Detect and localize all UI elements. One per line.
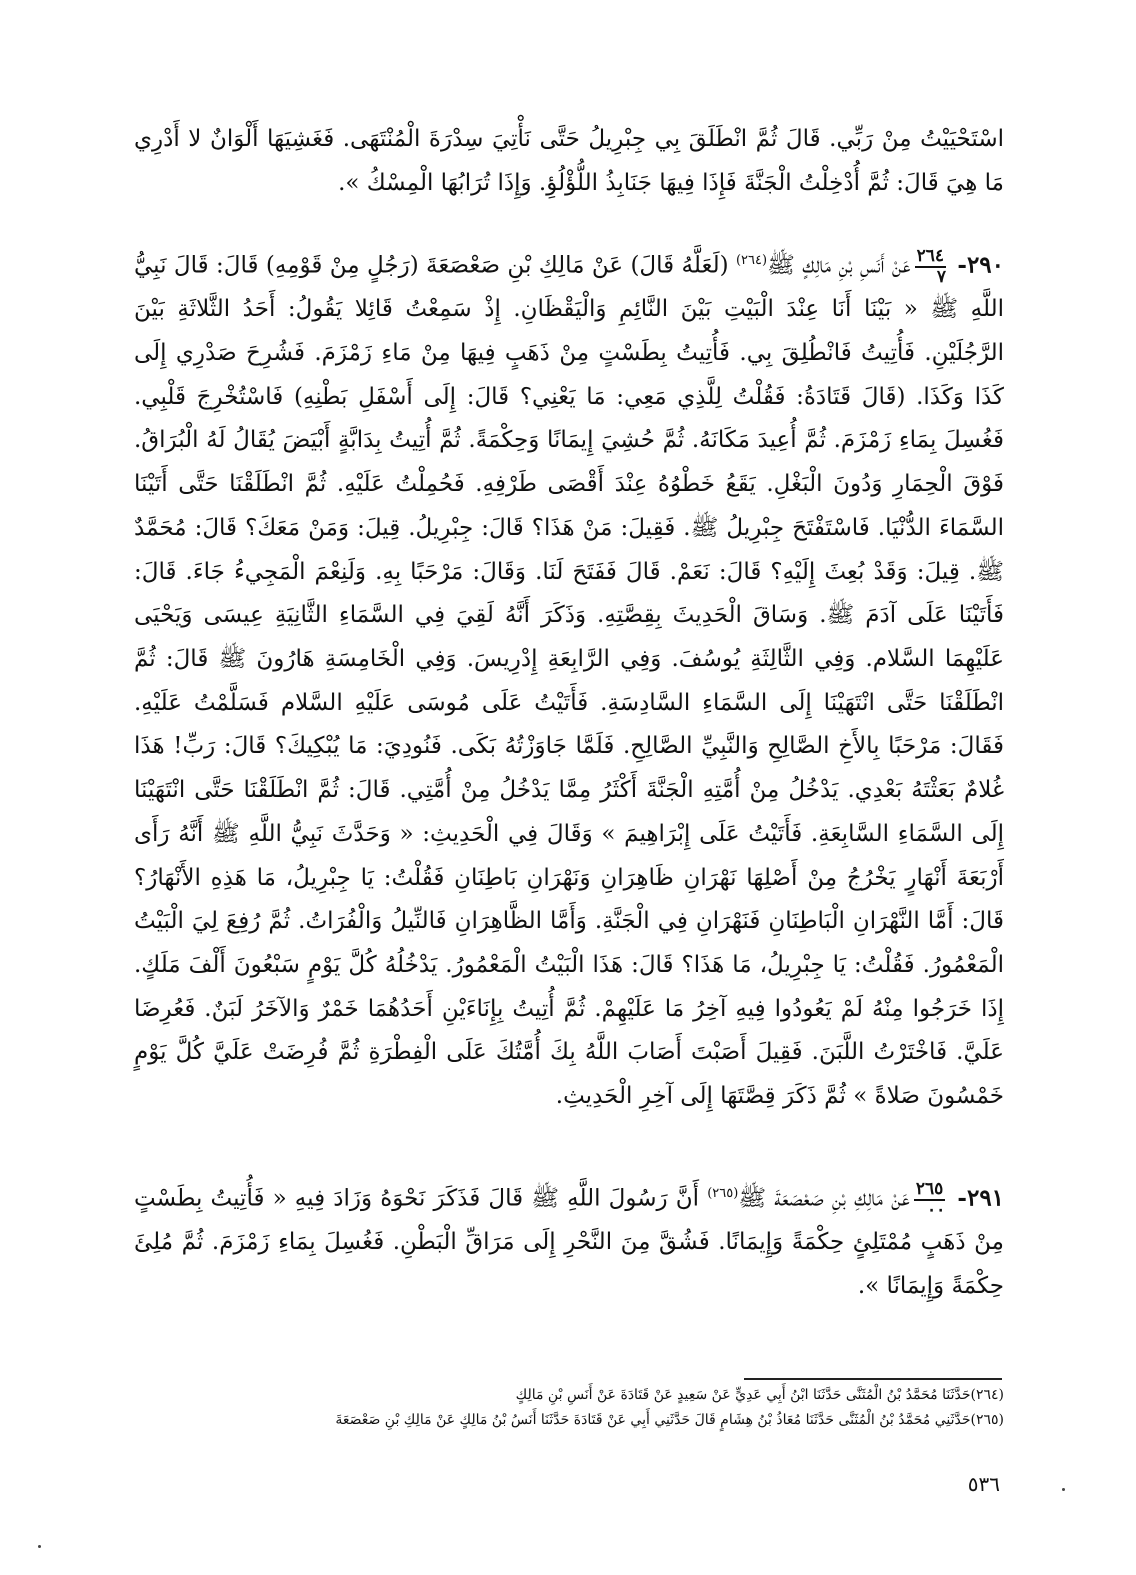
scan-speck — [1062, 1488, 1065, 1491]
hadith-text: أَنَّ رَسُولَ اللَّهِ ﷺ قَالَ فَذَكَرَ نَحْوَهُ وَزَادَ فِيهِ « فَأُتِيتُ بِطَسْتٍ مِنْ ذَهَبٍ مُمْتَلِئٍ حِكْمَةً وَإِيمَانًا. فَشُقَّ مِنَ النَّحْرِ إِلَى مَرَاقِّ الْبَطْنِ. فَغُسِلَ بِمَاءِ زَمْزَمَ. ثُمَّ مُلِئَ حِكْمَةً وَإِيمَانًا ». — [134, 1185, 1004, 1300]
cross-reference-bottom: ٠٠ — [927, 1199, 946, 1220]
hadith-291 — [134, 1172, 1004, 1309]
hadith-number: ٢٩٠- — [957, 251, 1004, 279]
footnote-marker: (٢٦٤) — [735, 253, 768, 268]
footnote-265: (٢٦٥)حَدَّثَنِي مُحَمَّدُ بْنُ الْمُثَنَّى حَدَّثَنَا مُعَاذُ بْنُ هِشَامٍ قَالَ حَدَّثَنِي أَبِي عَنْ قَتَادَةَ حَدَّثَنَا أَنَسُ بْنُ مَالِكٍ عَنْ مَالِكِ بْنِ صَعْصَعَةَ — [335, 1412, 1004, 1428]
footnote-marker: (٢٦٥) — [707, 1186, 739, 1201]
footnote-264: (٢٦٤)حَدَّثَنَا مُحَمَّدُ بْنُ الْمُثَنَّى حَدَّثَنَا ابْنُ أَبِي عَدِيٍّ عَنْ سَعِيدٍ عَنْ قَتَادَةَ عَنْ أَنَسِ بْنِ مَالِكٍ — [515, 1387, 1004, 1403]
hadith-text: (لَعَلَّهُ قَالَ) عَنْ مَالِكِ بْنِ صَعْصَعَةَ (رَجُلٍ مِنْ قَوْمِهِ) قَالَ: قَالَ نَبِيُّ اللَّهِ ﷺ « بَيْنَا أَنَا عِنْدَ الْبَيْتِ بَيْنَ النَّائِمِ وَالْيَقْظَانِ. إِذْ سَمِعْتُ قَائِلا يَقُولُ: أَحَدُ الثَّلاثَةِ بَيْنَ الرَّجُلَيْنِ. فَأُتِيتُ فَانْطُلِقَ بِي. فَأُتِيتُ بِطَسْتٍ مِنْ ذَهَبٍ فِيهَا مِنْ مَاءِ زَمْزَمَ. فَشُرِحَ صَدْرِي إِلَى كَذَا وَكَذَا. (قَالَ قَتَادَةُ: فَقُلْتُ لِلَّذِي مَعِي: مَا يَعْنِي؟ قَالَ: إِلَى أَسْفَلِ بَطْنِهِ) فَاسْتُخْرِجَ قَلْبِي. فَغُسِلَ بِمَاءِ زَمْزَمَ. ثُمَّ أُعِيدَ مَكَانَهُ. ثُمَّ حُشِيَ إِيمَانًا وَحِكْمَةً. ثُمَّ أُتِيتُ بِدَابَّةٍ أَبْيَضَ يُقَالُ لَهُ الْبُرَاقُ. فَوْقَ الْحِمَارِ وَدُونَ الْبَغْلِ. يَقَعُ خَطْوُهُ عِنْدَ أَقْصَى طَرْفِهِ. فَحُمِلْتُ عَلَيْهِ. ثُمَّ انْطَلَقْنَا حَتَّى أَتَيْنَا السَّمَاءَ الدُّنْيَا. فَاسْتَفْتَحَ جِبْرِيلُ ﷺ. فَقِيلَ: مَنْ هَذَا؟ قَالَ: جِبْرِيلُ. قِيلَ: وَمَنْ مَعَكَ؟ قَالَ: مُحَمَّدٌ ﷺ. قِيلَ: وَقَدْ بُعِثَ إِلَيْهِ؟ قَالَ: نَعَمْ. قَالَ فَفَتَحَ لَنَا. وَقَالَ: مَرْحَبًا بِهِ. وَلَنِعْمَ الْمَجِيءُ جَاءَ. قَالَ: فَأَتَيْنَا عَلَى آدَمَ ﷺ. وَسَاقَ الْحَدِيثَ بِقِصَّتِهِ. وَذَكَرَ أَنَّهُ لَقِيَ فِي السَّمَاءِ الثَّانِيَةِ عِيسَى وَيَحْيَى عَلَيْهِمَا السَّلام. وَفِي الثَّالِثَةِ يُوسُفَ. وَفِي الرَّابِعَةِ إِدْرِيسَ. وَفِي الْخَامِسَةِ هَارُونَ ﷺ قَالَ: ثُمَّ انْطَلَقْنَا حَتَّى انْتَهَيْنَا إِلَى السَّمَاءِ السَّادِسَةِ. فَأَتَيْتُ عَلَى مُوسَى عَلَيْهِ السَّلام فَسَلَّمْتُ عَلَيْهِ. فَقَالَ: مَرْحَبًا بِالأَخِ الصَّالِحِ وَالنَّبِيِّ الصَّالِحِ. فَلَمَّا جَاوَزْتُهُ بَكَى. فَنُودِيَ: مَا يُبْكِيكَ؟ قَالَ: رَبِّ! هَذَا غُلامٌ بَعَثْتَهُ بَعْدِي. يَدْخُلُ مِنْ أُمَّتِهِ الْجَنَّةَ أَكْثَرُ مِمَّا يَدْخُلُ مِنْ أُمَّتِي. قَالَ: ثُمَّ انْطَلَقْنَا حَتَّى انْتَهَيْنَا إِلَى السَّمَاءِ السَّابِعَةِ. فَأَتَيْتُ عَلَى إِبْرَاهِيمَ » وَقَالَ فِي الْحَدِيثِ: « وَحَدَّثَ نَبِيُّ اللَّهِ ﷺ أَنَّهُ رَأَى أَرْبَعَةَ أَنْهَارٍ يَخْرُجُ مِنْ أَصْلِهَا نَهْرَانِ ظَاهِرَانِ وَنَهْرَانِ بَاطِنَانِ فَقُلْتُ: يَا جِبْرِيلُ، مَا هَذِهِ الأَنْهَارُ؟ قَالَ: أَمَّا النَّهْرَانِ الْبَاطِنَانِ فَنَهْرَانِ فِي الْجَنَّةِ. وَأَمَّا الظَّاهِرَانِ فَالنِّيلُ وَالْفُرَاتُ. ثُمَّ رُفِعَ لِيَ الْبَيْتُ الْمَعْمُورُ. فَقُلْتُ: يَا جِبْرِيلُ، مَا هَذَا؟ قَالَ: هَذَا الْبَيْتُ الْمَعْمُورُ. يَدْخُلُهُ كُلَّ يَوْمٍ سَبْعُونَ أَلْفَ مَلَكٍ. إِذَا خَرَجُوا مِنْهُ لَمْ يَعُودُوا فِيهِ آخِرُ مَا عَلَيْهِمْ. ثُمَّ أُتِيتُ بِإِنَاءَيْنِ أَحَدُهُمَا خَمْرٌ وَالآخَرُ لَبَنٌ. فَعُرِضَا عَلَيَّ. فَاخْتَرْتُ اللَّبَنَ. فَقِيلَ أَصَبْتَ أَصَابَ اللَّهُ بِكَ أُمَّتُكَ عَلَى الْفِطْرَةِ ثُمَّ فُرِضَتْ عَلَيَّ كُلَّ يَوْمٍ خَمْسُونَ صَلاةً » ثُمَّ ذَكَرَ قِصَّتَهَا إِلَى آخِرِ الْحَدِيثِ. — [134, 252, 1004, 1110]
cross-reference-top: ٢٦٤ — [916, 245, 944, 266]
hadith-number: ٢٩١- — [957, 1184, 1005, 1212]
footnotes — [134, 1383, 1004, 1433]
hadith-290 — [134, 239, 1004, 1119]
cross-reference-top: ٢٦٥ — [915, 1178, 944, 1199]
hadith-opening: عَنْ أَنَسِ بْنِ مَالِكٍ ﷺ — [767, 252, 911, 279]
cross-reference — [915, 245, 946, 287]
cross-reference-bottom: ٧ — [936, 266, 946, 287]
footnote-divider — [744, 1378, 1002, 1380]
intro-paragraph — [134, 118, 1004, 205]
page-number: ٥٣٦ — [967, 1472, 1000, 1496]
cross-reference — [914, 1178, 946, 1220]
scan-speck — [38, 1545, 41, 1548]
hadith-opening: عَنْ مَالِكِ بْنِ صَعْصَعَةَ ﷺ — [738, 1185, 910, 1212]
intro-text: اسْتَحْيَيْتُ مِنْ رَبِّي. قَالَ ثُمَّ انْطَلَقَ بِي جِبْرِيلُ حَتَّى نَأْتِيَ سِدْرَةَ الْمُنْتَهَى. فَغَشِيَهَا أَلْوَانٌ لا أَدْرِي مَا هِيَ قَالَ: ثُمَّ أُدْخِلْتُ الْجَنَّةَ فَإِذَا فِيهَا جَنَابِذُ اللُّؤْلُؤِ. وَإِذَا تُرَابُهَا الْمِسْكُ ». — [134, 126, 1004, 196]
